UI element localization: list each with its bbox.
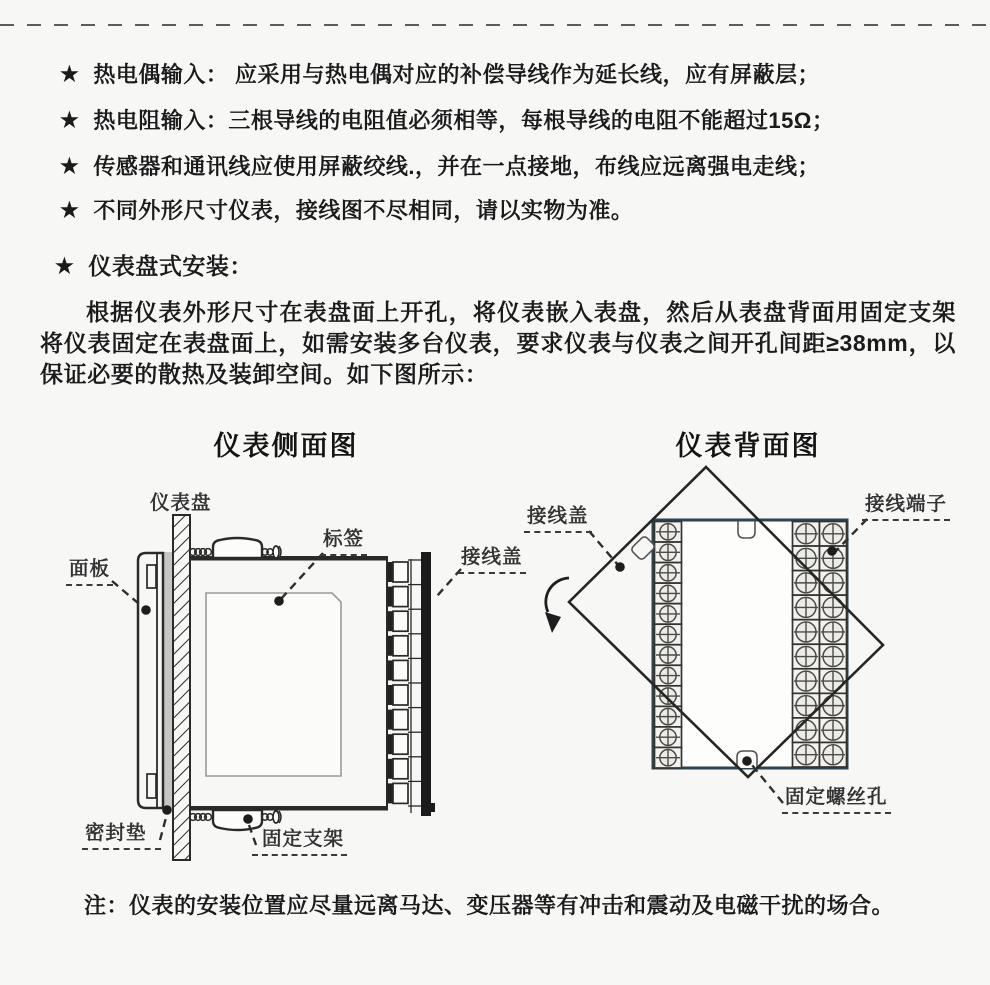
terminal-ladder bbox=[408, 559, 421, 813]
star-icon: ★ bbox=[60, 63, 80, 86]
label-bracket: 固定支架 bbox=[252, 823, 347, 851]
terminal-cells bbox=[388, 562, 408, 803]
terminal-cover-bar bbox=[421, 552, 431, 816]
label-terminal-lug: 接线端子 bbox=[862, 488, 950, 516]
label-terminal-cover-back: 接线盖 bbox=[524, 500, 592, 528]
bottom-note: 注：仪表的安装位置应尽量远离马达、变压器等有冲击和震动及电磁干扰的场合。 bbox=[84, 893, 895, 918]
right-terminal-columns bbox=[793, 522, 847, 768]
rotation-arrow bbox=[545, 578, 569, 633]
tag-rectangle bbox=[206, 593, 341, 776]
side-view-title: 仪表侧面图 bbox=[213, 431, 359, 461]
label-terminal-cover-side: 接线盖 bbox=[458, 541, 526, 569]
label-panel-board: 仪表盘 bbox=[150, 492, 212, 514]
note-text: 热电偶输入： 应采用与热电偶对应的补偿导线作为延长线，应有屏蔽层； bbox=[93, 62, 820, 87]
label-gasket: 密封垫 bbox=[82, 817, 161, 845]
label-front-panel: 面板 bbox=[66, 553, 113, 581]
star-icon: ★ bbox=[60, 155, 80, 178]
label-tag: 标签 bbox=[320, 523, 367, 551]
label-screw-hole: 固定螺丝孔 bbox=[782, 781, 891, 809]
back-view-diagram bbox=[545, 467, 883, 803]
back-view-title: 仪表背面图 bbox=[675, 431, 821, 461]
left-terminal-column bbox=[655, 522, 682, 768]
note-text: 热电阻输入：三根导线的电阻值必须相等，每根导线的电阻不能超过15Ω； bbox=[93, 108, 835, 133]
front-bezel bbox=[138, 553, 163, 808]
star-icon: ★ bbox=[55, 255, 75, 278]
panel-wall bbox=[173, 515, 190, 860]
install-paragraph: 根据仪表外形尺寸在表盘面上开孔，将仪表嵌入表盘，然后从表盘背面用固定支架将仪表固定在表盘面上，如需安装多台仪表，要求仪表与仪表之间开孔间距≥38mm，以保证必要的散热及装卸空间。如下图所示： bbox=[40, 299, 956, 387]
note-text: 不同外形尺寸仪表，接线图不尽相同，请以实物为准。 bbox=[93, 198, 634, 223]
note-text: 传感器和通讯线应使用屏蔽绞线.，并在一点接地，布线应远离强电走线； bbox=[93, 154, 820, 179]
section-title: 仪表盘式安装： bbox=[88, 253, 253, 279]
top-bracket bbox=[190, 538, 281, 558]
star-icon: ★ bbox=[60, 199, 80, 222]
star-icon: ★ bbox=[60, 109, 80, 132]
side-view-diagram bbox=[112, 515, 461, 860]
